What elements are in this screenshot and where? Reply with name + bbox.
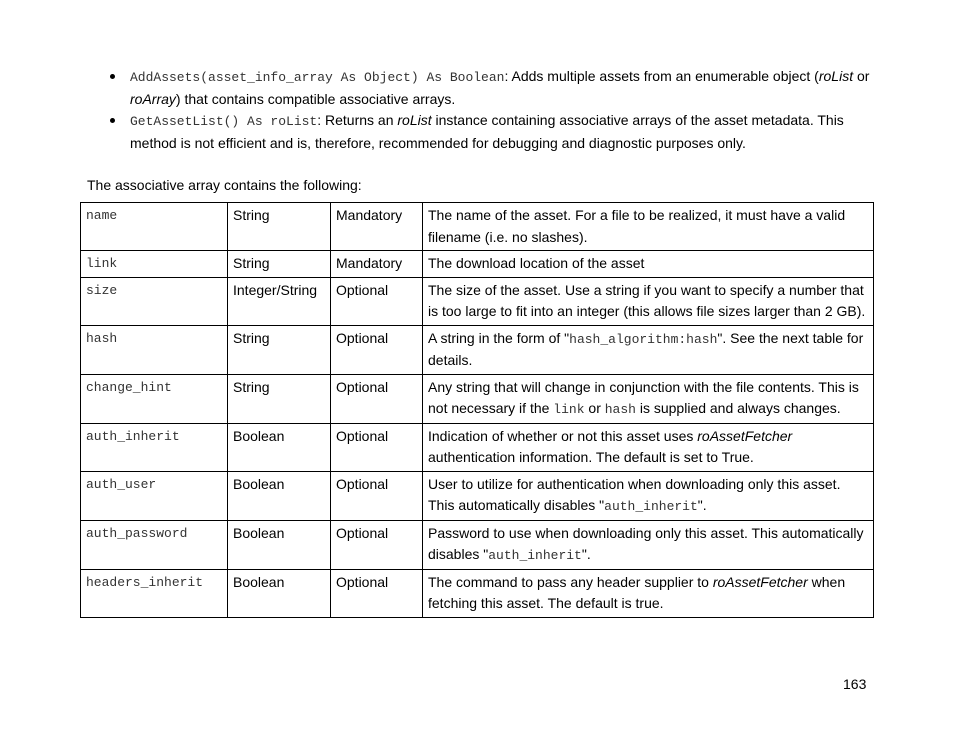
attr-type: String: [228, 325, 331, 374]
method-list: [108, 66, 878, 154]
attr-description: [423, 325, 874, 374]
attr-description: The download location of the asset: [423, 251, 874, 278]
code-term: auth_inherit: [488, 548, 582, 563]
description-text: ".: [581, 546, 591, 562]
type-name: roList: [818, 68, 854, 84]
type-name: roList: [397, 112, 432, 128]
attr-name: name: [81, 203, 228, 251]
type-name: roAssetFetcher: [712, 573, 808, 590]
description-text: authentication information. The default is set to True.: [428, 449, 754, 465]
attr-description: The name of the asset. For a file to be realized, it must have a valid filename (i.e. no slashes).: [423, 203, 874, 251]
attr-name: size: [81, 277, 228, 325]
attr-requirement: Optional: [331, 277, 423, 325]
type-name: roAssetFetcher: [697, 427, 793, 444]
attr-requirement: Mandatory: [331, 251, 423, 278]
method-item-addassets: [108, 66, 878, 110]
attr-type: Integer/String: [228, 277, 331, 325]
attr-name: auth_password: [81, 520, 228, 569]
attr-name: auth_user: [81, 471, 228, 520]
description-text: A string in the form of ": [428, 329, 570, 346]
attr-description: [423, 374, 874, 423]
code-term: hash_algorithm:hash: [569, 331, 718, 347]
attr-description: [423, 520, 874, 569]
method-description: instance containing associative arrays of the asset metadata. This method is not efficient and is, therefore, recommended for debugging and diagnostic purposes only.: [130, 112, 844, 151]
description-text: ".: [697, 497, 707, 513]
method-description: : Returns an: [317, 112, 398, 128]
attr-description: [423, 569, 874, 617]
description-text: or: [584, 400, 605, 416]
attr-type: String: [228, 251, 331, 278]
attr-type: Boolean: [228, 569, 331, 617]
page-number: 163: [843, 676, 867, 692]
table-row: [81, 569, 874, 617]
code-term: auth_inherit: [604, 499, 698, 514]
attr-type: String: [228, 203, 331, 251]
attr-requirement: Optional: [331, 325, 423, 374]
attr-description: [423, 471, 874, 520]
table-row: [81, 471, 874, 520]
attr-name: headers_inherit: [81, 569, 228, 617]
attr-requirement: Mandatory: [331, 203, 423, 251]
attr-requirement: Optional: [331, 374, 423, 423]
table-intro: The associative array contains the following:: [87, 177, 362, 193]
type-name: roArray: [130, 90, 176, 107]
method-description: or: [853, 68, 870, 84]
table-row: [81, 520, 874, 569]
method-description: ) that contains compatible associative arrays.: [175, 90, 456, 107]
attr-name: hash: [81, 325, 228, 374]
method-signature: GetAssetList() As roList: [130, 114, 318, 129]
attr-type: Boolean: [228, 520, 331, 569]
attr-requirement: Optional: [331, 423, 423, 471]
table-row: [81, 277, 874, 325]
attr-description: [423, 423, 874, 471]
attr-requirement: Optional: [331, 520, 423, 569]
code-term: link: [553, 402, 585, 417]
description-text: when fetching this asset. The default is true.: [428, 573, 846, 611]
attr-requirement: Optional: [331, 471, 423, 520]
code-term: hash: [604, 402, 636, 417]
description-text: User to utilize for authentication when downloading only this asset. This automatically disables ": [428, 475, 841, 513]
attr-name: change_hint: [81, 374, 228, 423]
table-row: [81, 325, 874, 374]
attr-type: String: [228, 374, 331, 423]
attr-name: link: [81, 251, 228, 278]
description-text: Password to use when downloading only this asset. This automatically disables ": [428, 524, 864, 562]
table-row: [81, 374, 874, 423]
table-row: [81, 203, 874, 251]
method-item-getassetlist: [108, 110, 878, 154]
attr-requirement: Optional: [331, 569, 423, 617]
attr-type: Boolean: [228, 471, 331, 520]
description-text: The command to pass any header supplier to: [428, 573, 713, 590]
method-signature: AddAssets(asset_info_array As Object) As Boolean: [130, 70, 505, 85]
attr-type: Boolean: [228, 423, 331, 471]
table-row: [81, 251, 874, 278]
attr-name: auth_inherit: [81, 423, 228, 471]
description-text: is supplied and always changes.: [635, 400, 841, 416]
description-text: ". See the next table for details.: [428, 329, 864, 368]
asset-attributes-table: [80, 202, 874, 618]
attr-description: The size of the asset. Use a string if you want to specify a number that is too large to fit into an integer (this allows file sizes larger than 2 GB).: [423, 277, 874, 325]
method-description: : Adds multiple assets from an enumerable object (: [504, 68, 819, 84]
description-text: Indication of whether or not this asset uses: [428, 427, 698, 444]
description-text: Any string that will change in conjunction with the file contents. This is not necessary if the: [428, 378, 859, 416]
table-row: [81, 423, 874, 471]
